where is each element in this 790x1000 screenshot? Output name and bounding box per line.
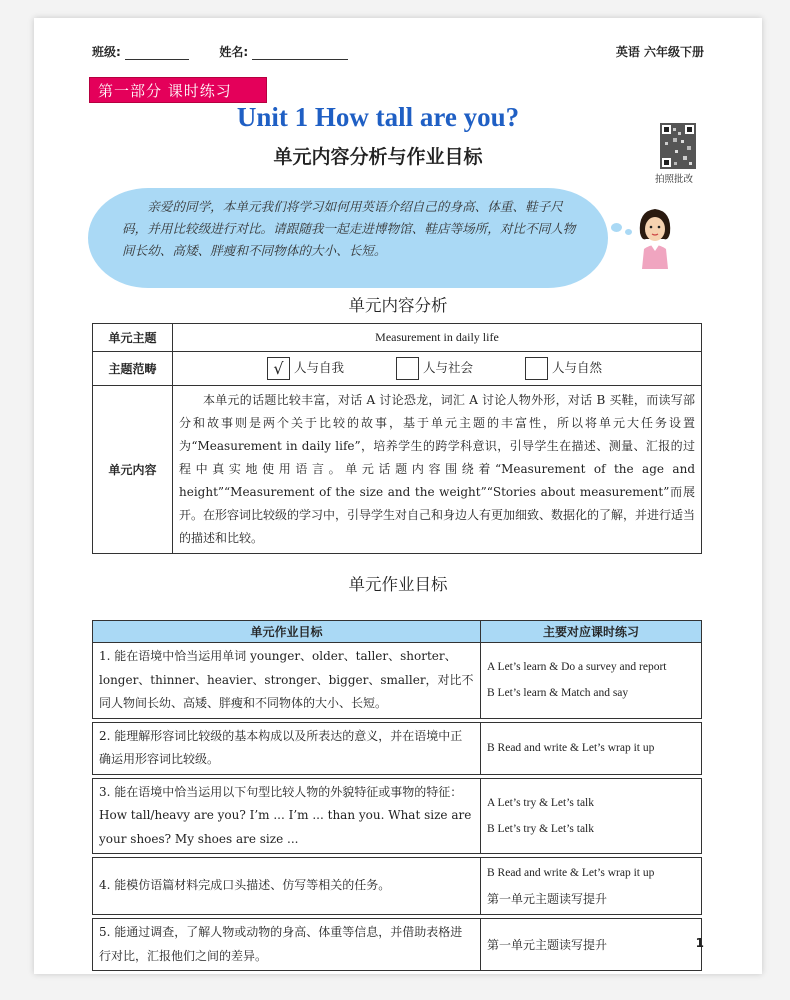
lesson-item: B Let’s learn & Match and say: [487, 687, 629, 700]
sub-title: 单元内容分析与作业目标: [273, 146, 483, 168]
lesson-item: B Let’s try & Let’s talk: [487, 822, 594, 835]
workbook-page: [34, 18, 762, 974]
intro-text: 亲爱的同学，本单元我们将学习如何用英语介绍自己的身高、体重、鞋子尺码，并用比较级进行对比。请跟随我一起走进博物馆、鞋店等场所，对比不同人物间长幼、高矮、胖瘦和不同物体的大小、长短。: [122, 199, 576, 258]
lesson-item: A Let’s try & Let’s talk: [487, 796, 594, 809]
thought-bubble-dot: [625, 229, 632, 235]
checkbox[interactable]: [396, 357, 419, 380]
part-banner: 第一部分 课时练习: [89, 77, 267, 103]
goals-table: [92, 620, 702, 971]
table-row: [93, 643, 702, 719]
goals-section-title: 单元作业目标: [348, 575, 448, 594]
goal-text: 1. 能在语境中恰当运用单词 younger、older、taller、shorter、longer、thinner、heavier、stronger、bigger、smaller，对比不同人物间长幼、高矮、胖瘦和不同物体的大小、长短。: [93, 643, 481, 719]
lesson-cell: [481, 778, 702, 854]
lesson-cell: [481, 858, 702, 915]
qr-code-icon[interactable]: [659, 122, 697, 170]
content-label: 单元内容: [93, 386, 173, 554]
checkbox[interactable]: [525, 357, 548, 380]
checkbox-checked[interactable]: √: [267, 357, 290, 380]
page-number: 1: [695, 936, 704, 950]
analysis-table: [92, 323, 702, 554]
thought-bubble-dot: [611, 223, 622, 232]
goal-text: 3. 能在语境中恰当运用以下句型比较人物的外貌特征或事物的特征：How tall/heavy are you? I’m ... I’m ... than you. What size are your shoes? My shoes are size ...: [93, 778, 481, 854]
unit-title: Unit 1 How tall are you?: [236, 102, 520, 132]
class-blank[interactable]: [125, 46, 189, 60]
scope-option-society[interactable]: 人与社会: [396, 357, 473, 380]
name-label: 姓名:: [219, 45, 249, 59]
table-row: [93, 722, 702, 774]
scope-option-self[interactable]: √ 人与自我: [267, 357, 344, 380]
table-row: [93, 858, 702, 915]
lesson-item: 第一单元主题读写提升: [487, 892, 608, 906]
content-text: 本单元的话题比较丰富，对话 A 讨论恐龙，词汇 A 讨论人物外形，对话 B 买鞋，而读写部分和故事则是两个关于比较的故事，基于单元主题的丰富性，所以将单元大任务设置为“Measurement in daily life”，培养学生的跨学科意识，引导学生在描述、测量、汇报的过程中真实地使用语言。单元话题内容围绕着“Measurement of the age and height”“Measurement of the size and the weight”“Stories about measurement”而展开。在形容词比较级的学习中，引导学生对自己和身边人有更加细致、数据化的了解，并进行适当的描述和比较。: [173, 386, 702, 554]
subject-grade: 英语 六年级下册: [615, 45, 704, 59]
lesson-item: 第一单元主题读写提升: [487, 937, 608, 952]
goals-col-header: 单元作业目标: [93, 621, 481, 643]
goal-text: 5. 能通过调查，了解人物或动物的身高、体重等信息，并借助表格进行对比，汇报他们之间的差异。: [93, 919, 481, 971]
qr-label: 拍照批改: [655, 174, 694, 185]
student-info: [92, 43, 348, 60]
goal-text: 2. 能理解形容词比较级的基本构成以及所表达的意义，并在语境中正确运用形容词比较级。: [93, 722, 481, 774]
lesson-cell: [481, 919, 702, 971]
scope-label: 主题范畴: [93, 352, 173, 386]
scope-option-nature[interactable]: 人与自然: [525, 357, 602, 380]
analysis-section-title: 单元内容分析: [348, 296, 448, 315]
lesson-item: B Read and write & Let’s wrap it up: [487, 742, 655, 754]
class-label: 班级:: [92, 45, 121, 59]
table-row: [93, 778, 702, 854]
lesson-item: B Read and write & Let’s wrap it up: [487, 867, 655, 879]
lesson-cell: [481, 643, 702, 719]
lesson-item: A Let’s learn & Do a survey and report: [487, 661, 667, 674]
name-blank[interactable]: [252, 46, 348, 60]
goal-text: 4. 能模仿语篇材料完成口头描述、仿写等相关的任务。: [93, 858, 481, 915]
theme-label: 单元主题: [93, 324, 173, 352]
lesson-cell: [481, 722, 702, 774]
scope-options: [173, 352, 702, 386]
table-row: [93, 919, 702, 971]
lessons-col-header: 主要对应课时练习: [481, 621, 702, 643]
teacher-avatar-icon: [634, 203, 676, 269]
theme-value: Measurement in daily life: [173, 324, 702, 352]
